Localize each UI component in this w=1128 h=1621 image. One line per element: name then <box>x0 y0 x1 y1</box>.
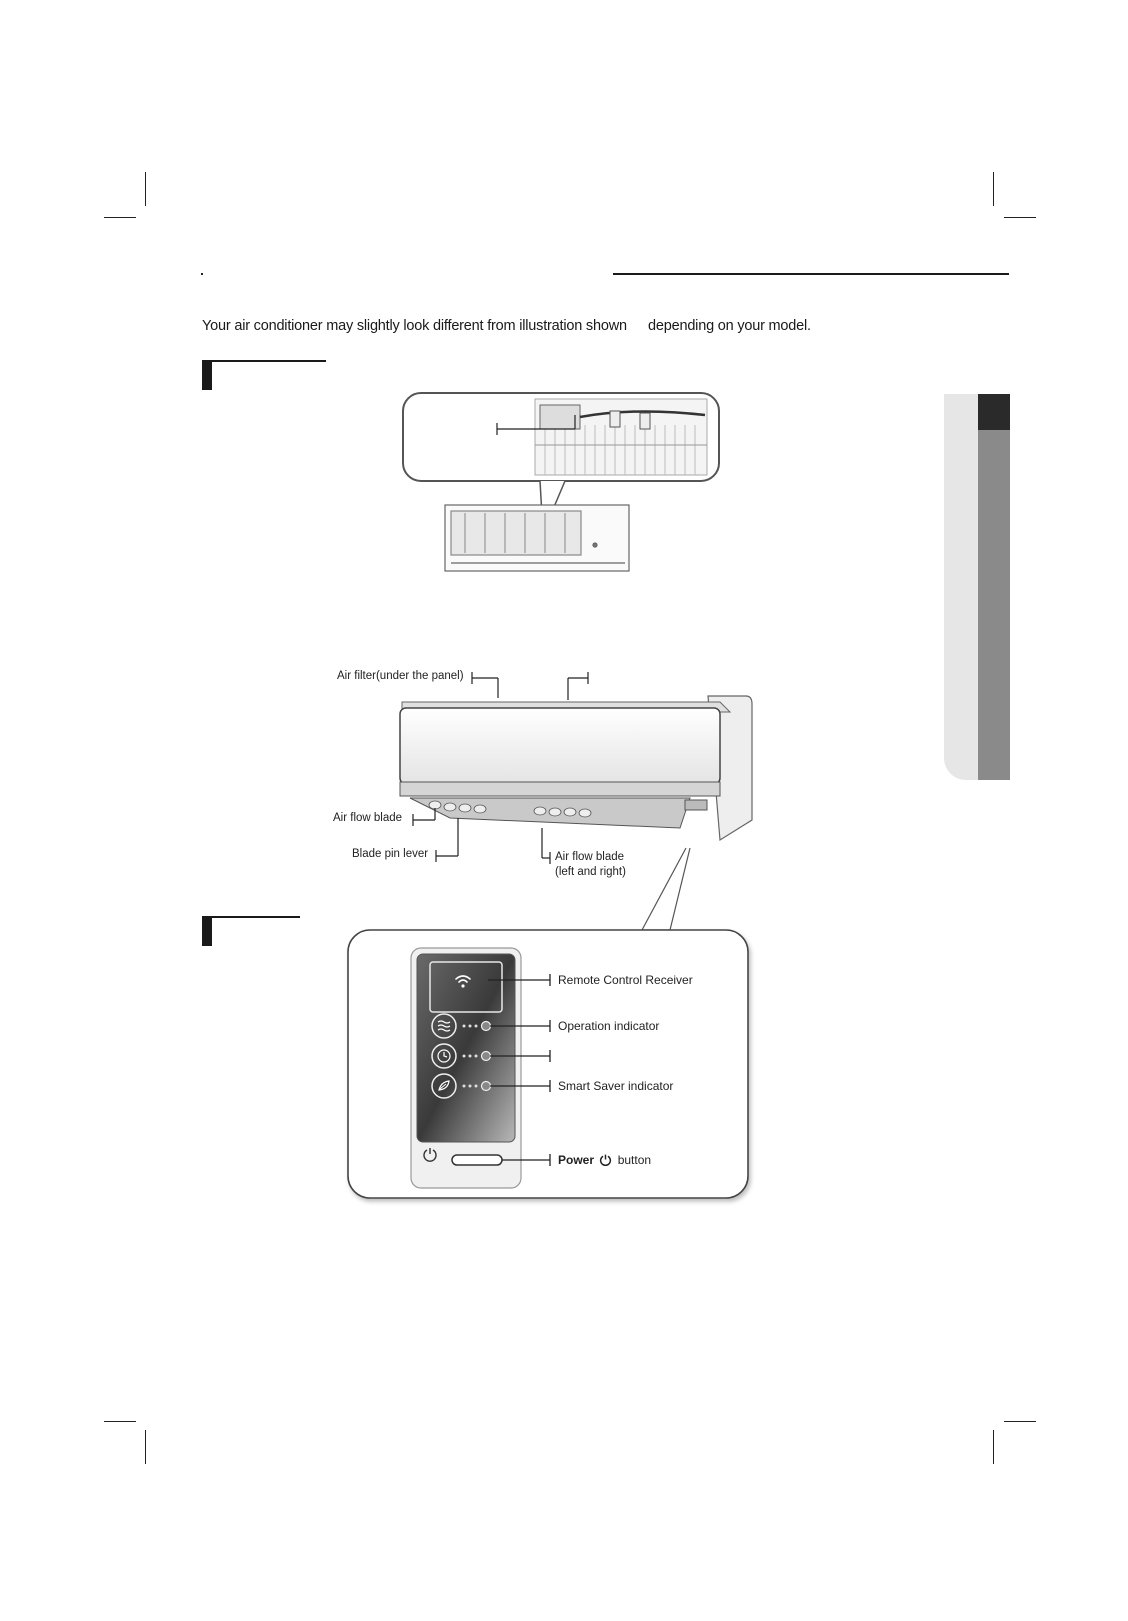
smart-saver-indicator-label: Smart Saver indicator <box>558 1079 674 1093</box>
power-button-suffix: button <box>617 1153 652 1167</box>
crop-mark <box>1004 1421 1036 1422</box>
power-icon <box>599 1153 612 1166</box>
crop-mark <box>104 217 136 218</box>
small-unit <box>445 505 629 571</box>
section-marker <box>202 916 212 946</box>
air-flow-blade-lr-sublabel: (left and right) <box>555 866 626 878</box>
crop-mark <box>993 172 994 206</box>
crop-mark <box>145 172 146 206</box>
power-button-label <box>558 1153 651 1167</box>
crop-mark <box>145 1430 146 1464</box>
blade-pin-lever-label: Blade pin lever <box>352 848 429 860</box>
crop-mark <box>993 1430 994 1464</box>
section-marker <box>202 360 212 390</box>
header-rule <box>613 273 1009 275</box>
side-tab-dark <box>978 394 1010 430</box>
display-panel-callout <box>340 830 760 1210</box>
inner-unit-illustration <box>395 385 735 590</box>
section-rule <box>212 916 300 918</box>
crop-mark <box>104 1421 136 1422</box>
crop-mark <box>1004 217 1036 218</box>
remote-receiver-label: Remote Control Receiver <box>558 973 693 987</box>
wifi-signal-icon <box>454 972 472 990</box>
power-icon[interactable] <box>422 1146 438 1162</box>
operation-indicator-label: Operation indicator <box>558 1019 660 1033</box>
side-tab-light <box>944 394 978 780</box>
intro-text-part2: depending on your model. <box>648 318 811 334</box>
intro-text-part1: Your air conditioner may slightly look different from illustration shown <box>202 318 627 334</box>
clock-icon <box>436 1048 452 1064</box>
power-button-bold: Power <box>558 1153 595 1167</box>
air-filter-label: Air filter(under the panel) <box>337 670 464 682</box>
airflow-waves-icon <box>436 1018 452 1034</box>
side-tab-mid <box>978 394 1010 780</box>
zoom-detail <box>535 399 707 475</box>
air-flow-blade-lr-label: Air flow blade <box>555 851 625 863</box>
smart-saver-icon <box>436 1078 452 1094</box>
header-dot <box>201 273 203 275</box>
side-tab <box>944 394 1010 780</box>
air-flow-blade-label: Air flow blade <box>333 812 403 824</box>
section-rule <box>212 360 326 362</box>
